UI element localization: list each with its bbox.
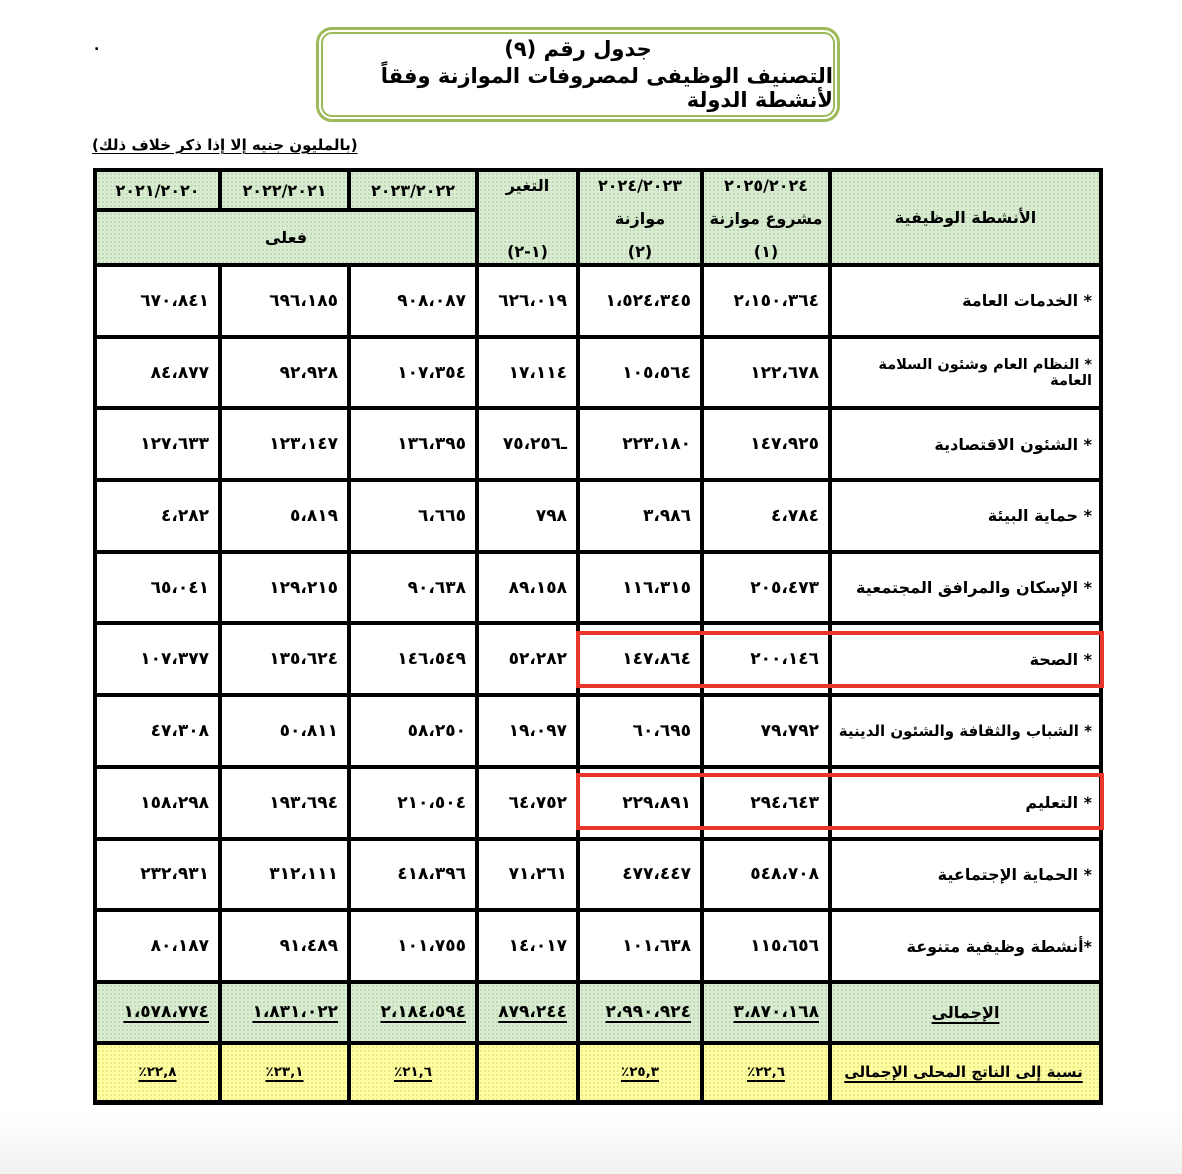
cell-budget: ٣،٩٨٦ bbox=[580, 482, 700, 550]
cell-draft-health: ٢٠٠،١٤٦ bbox=[704, 625, 828, 693]
cell-draft: ٢،١٥٠،٣٦٤ bbox=[704, 267, 828, 335]
cell-y2022: ٩٢،٩٢٨ bbox=[222, 339, 347, 407]
row-label-youth-culture-religion: * الشباب والثقافة والشئون الدينية bbox=[832, 697, 1099, 765]
cell-y2022: ١٩٣،٦٩٤ bbox=[222, 769, 347, 837]
cell-y2021: ٤،٢٨٢ bbox=[97, 482, 218, 550]
total-row-label: الإجمالى bbox=[832, 984, 1099, 1041]
cell-change: ٧١،٢٦١ bbox=[479, 841, 576, 909]
cell-change: ١٤،٠١٧ bbox=[479, 912, 576, 980]
cell-y2023: ١٤٦،٥٤٩ bbox=[351, 625, 475, 693]
table-title-box bbox=[316, 27, 840, 122]
cell-y2022: ١٢٣،١٤٧ bbox=[222, 410, 347, 478]
stray-dot: . bbox=[94, 38, 100, 54]
header-year-2022-2021: ٢٠٢٢/٢٠٢١ bbox=[222, 172, 347, 208]
cell-change: ١٩،٠٩٧ bbox=[479, 697, 576, 765]
header-actual-label: فعلى bbox=[97, 212, 475, 263]
gdp-ratio-row-label: نسبة إلى الناتج المحلى الإجمالى bbox=[832, 1045, 1099, 1100]
gdp-ratio-y2022: ٪٢٣,١ bbox=[222, 1045, 347, 1100]
cell-change: ٧٩٨ bbox=[479, 482, 576, 550]
cell-y2022: ٩١،٤٨٩ bbox=[222, 912, 347, 980]
total-change: ٨٧٩،٢٤٤ bbox=[479, 984, 576, 1041]
cell-y2021: ٦٧٠،٨٤١ bbox=[97, 267, 218, 335]
cell-budget-health: ١٤٧،٨٦٤ bbox=[580, 625, 700, 693]
cell-y2021: ٤٧،٣٠٨ bbox=[97, 697, 218, 765]
cell-draft: ٧٩،٧٩٢ bbox=[704, 697, 828, 765]
row-label-environment-protection: * حماية البيئة bbox=[832, 482, 1099, 550]
cell-budget: ١١٦،٣١٥ bbox=[580, 554, 700, 622]
header-year-2021-2020: ٢٠٢١/٢٠٢٠ bbox=[97, 172, 218, 208]
row-label-general-services: * الخدمات العامة bbox=[832, 267, 1099, 335]
cell-y2021: ١٢٧،٦٣٣ bbox=[97, 410, 218, 478]
cell-y2022: ٥٠،٨١١ bbox=[222, 697, 347, 765]
cell-y2022: ١٢٩،٢١٥ bbox=[222, 554, 347, 622]
total-y2023: ٢،١٨٤،٥٩٤ bbox=[351, 984, 475, 1041]
total-y2021: ١،٥٧٨،٧٧٤ bbox=[97, 984, 218, 1041]
cell-y2022: ٥،٨١٩ bbox=[222, 482, 347, 550]
cell-change: ٥٢،٢٨٢ bbox=[479, 625, 576, 693]
header-draft-label: مشروع موازنة bbox=[709, 209, 823, 228]
header-budget-label: موازنة bbox=[614, 209, 666, 228]
cell-budget: ١٠٥،٥٦٤ bbox=[580, 339, 700, 407]
cell-budget-education: ٢٢٩،٨٩١ bbox=[580, 769, 700, 837]
header-budget-number: (٢) bbox=[627, 242, 653, 261]
cell-change: ٦٤،٧٥٢ bbox=[479, 769, 576, 837]
cell-y2023: ١٠٧،٣٥٤ bbox=[351, 339, 475, 407]
gdp-ratio-draft: ٪٢٢,٦ bbox=[704, 1045, 828, 1100]
page-bottom-shadow bbox=[0, 1112, 1182, 1174]
cell-y2021: ٨٠،١٨٧ bbox=[97, 912, 218, 980]
cell-draft: ١٤٧،٩٢٥ bbox=[704, 410, 828, 478]
header-budget-year: ٢٠٢٤/٢٠٢٣ bbox=[598, 176, 682, 195]
cell-y2021: ٢٣٢،٩٣١ bbox=[97, 841, 218, 909]
row-label-misc-activities: *أنشطة وظيفية متنوعة bbox=[832, 912, 1099, 980]
cell-budget: ٤٧٧،٤٤٧ bbox=[580, 841, 700, 909]
cell-change: ٨٩،١٥٨ bbox=[479, 554, 576, 622]
cell-y2022: ١٣٥،٦٢٤ bbox=[222, 625, 347, 693]
cell-draft: ٥٤٨،٧٠٨ bbox=[704, 841, 828, 909]
header-change-label: التغير bbox=[505, 176, 550, 195]
cell-budget: ٦٠،٦٩٥ bbox=[580, 697, 700, 765]
cell-draft: ١٢٢،٦٧٨ bbox=[704, 339, 828, 407]
cell-y2023: ٩٠،٦٣٨ bbox=[351, 554, 475, 622]
header-budget-column bbox=[580, 172, 700, 263]
cell-draft: ١١٥،٦٥٦ bbox=[704, 912, 828, 980]
row-label-public-order: * النظام العام وشئون السلامة العامة bbox=[832, 339, 1099, 407]
cell-change-negative: ٧٥،٢٥٦ـ bbox=[479, 410, 576, 478]
header-draft-year: ٢٠٢٥/٢٠٢٤ bbox=[724, 176, 808, 195]
header-functional-activities: الأنشطة الوظيفية bbox=[832, 172, 1099, 263]
unit-note: (بالمليون جنيه إلا إذا ذكر خلاف ذلك) bbox=[92, 136, 358, 154]
row-label-health: * الصحة bbox=[832, 625, 1099, 693]
cell-y2023: ٦،٦٦٥ bbox=[351, 482, 475, 550]
table-number-title: جدول رقم (٩) bbox=[504, 37, 652, 61]
cell-budget: ٢٢٣،١٨٠ bbox=[580, 410, 700, 478]
total-y2022: ١،٨٣١،٠٢٢ bbox=[222, 984, 347, 1041]
cell-y2021: ٨٤،٨٧٧ bbox=[97, 339, 218, 407]
cell-draft: ٤،٧٨٤ bbox=[704, 482, 828, 550]
cell-y2022: ٣١٢،١١١ bbox=[222, 841, 347, 909]
total-draft: ٣،٨٧٠،١٦٨ bbox=[704, 984, 828, 1041]
cell-y2021: ١٥٨،٢٩٨ bbox=[97, 769, 218, 837]
cell-y2023: ٩٠٨،٠٨٧ bbox=[351, 267, 475, 335]
cell-change: ١٧،١١٤ bbox=[479, 339, 576, 407]
row-label-social-protection: * الحماية الإجتماعية bbox=[832, 841, 1099, 909]
header-change-column bbox=[479, 172, 576, 263]
cell-change: ٦٢٦،٠١٩ bbox=[479, 267, 576, 335]
cell-budget: ١،٥٢٤،٣٤٥ bbox=[580, 267, 700, 335]
header-change-formula: (٢-١) bbox=[507, 242, 548, 261]
gdp-ratio-budget: ٪٢٥,٣ bbox=[580, 1045, 700, 1100]
total-budget: ٢،٩٩٠،٩٢٤ bbox=[580, 984, 700, 1041]
gdp-ratio-change-empty bbox=[479, 1045, 576, 1100]
cell-y2023: ٥٨،٢٥٠ bbox=[351, 697, 475, 765]
cell-draft-education: ٢٩٤،٦٤٣ bbox=[704, 769, 828, 837]
table-subject-title: التصنيف الوظيفى لمصروفات الموازنة وفقاً لأنشطة الدولة bbox=[380, 64, 833, 112]
table-title-box-inner bbox=[321, 32, 835, 117]
row-label-economic-affairs: * الشئون الاقتصادية bbox=[832, 410, 1099, 478]
cell-draft: ٢٠٥،٤٧٣ bbox=[704, 554, 828, 622]
gdp-ratio-y2021: ٪٢٢,٨ bbox=[97, 1045, 218, 1100]
cell-y2023: ١٠١،٧٥٥ bbox=[351, 912, 475, 980]
row-label-education: * التعليم bbox=[832, 769, 1099, 837]
gdp-ratio-y2023: ٪٢١,٦ bbox=[351, 1045, 475, 1100]
cell-y2023: ١٣٦،٣٩٥ bbox=[351, 410, 475, 478]
cell-y2022: ٦٩٦،١٨٥ bbox=[222, 267, 347, 335]
cell-y2021: ٦٥،٠٤١ bbox=[97, 554, 218, 622]
header-draft-budget-column bbox=[704, 172, 828, 263]
header-draft-number: (١) bbox=[753, 242, 779, 261]
cell-y2021: ١٠٧،٣٧٧ bbox=[97, 625, 218, 693]
budget-classification-table bbox=[93, 168, 1103, 1105]
row-label-housing-community: * الإسكان والمرافق المجتمعية bbox=[832, 554, 1099, 622]
cell-y2023: ٤١٨،٣٩٦ bbox=[351, 841, 475, 909]
cell-budget: ١٠١،٦٣٨ bbox=[580, 912, 700, 980]
header-year-2023-2022: ٢٠٢٣/٢٠٢٢ bbox=[351, 172, 475, 208]
cell-y2023: ٢١٠،٥٠٤ bbox=[351, 769, 475, 837]
